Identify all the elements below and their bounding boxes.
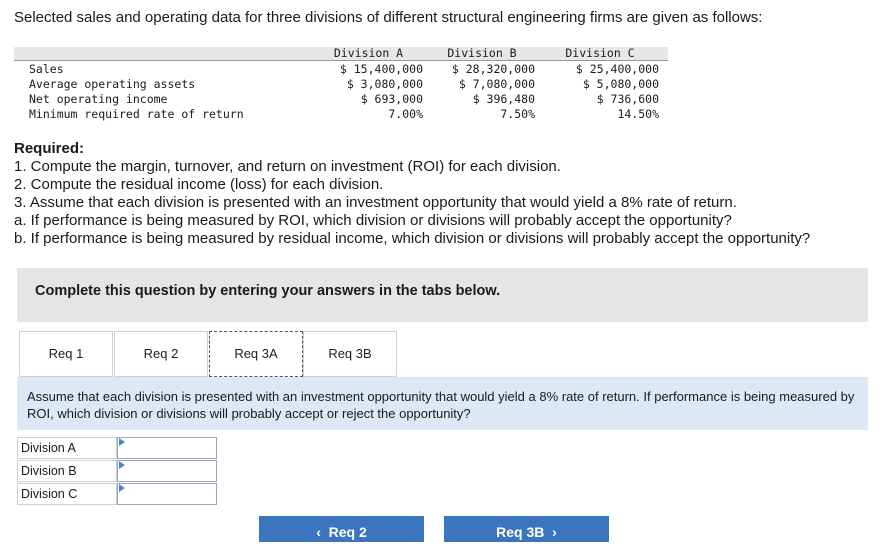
question-text: Assume that each division is presented with an investment opportunity that would yield a 8% rate of return. If performance is being measured by ROI, which division or divisions will probably accept or reject the opportunity? bbox=[27, 389, 855, 421]
required-line-2: 2. Compute the residual income (loss) for each division. bbox=[14, 176, 384, 193]
tab-req-1[interactable]: Req 1 bbox=[19, 331, 113, 377]
intro-text: Selected sales and operating data for three divisions of different structural engineering firms are given as follows: bbox=[14, 9, 763, 26]
required-heading: Required: bbox=[14, 140, 85, 157]
dropdown-marker-icon bbox=[119, 484, 125, 492]
table-cell: $ 693,000 bbox=[360, 92, 423, 106]
prev-req-2-button[interactable] bbox=[259, 516, 424, 542]
answer-row-division-a bbox=[17, 437, 217, 459]
table-cell: 7.50% bbox=[500, 107, 535, 121]
next-button-label: Req 3B bbox=[496, 524, 545, 540]
table-cell: 14.50% bbox=[617, 107, 659, 121]
answer-row-division-c bbox=[17, 483, 217, 505]
row-label-average-operating-assets: Average operating assets bbox=[29, 77, 196, 91]
column-header-division-b: Division B bbox=[447, 46, 517, 60]
answer-select-division-b[interactable] bbox=[117, 460, 217, 482]
table-cell: $ 15,400,000 bbox=[339, 62, 423, 76]
data-table bbox=[14, 47, 668, 123]
tab-req-3b[interactable]: Req 3B bbox=[303, 331, 397, 377]
prev-button-label: Req 2 bbox=[328, 524, 367, 540]
row-label-sales: Sales bbox=[29, 62, 64, 76]
required-line-3b: b. If performance is being measured by residual income, which division or divisions will probably accept the opportunity? bbox=[14, 230, 811, 247]
table-cell: $ 5,080,000 bbox=[582, 77, 659, 91]
chevron-left-icon: ‹ bbox=[316, 524, 321, 540]
required-line-3: 3. Assume that each division is presented with an investment opportunity that would yield a 8% rate of return. bbox=[14, 194, 737, 211]
instructions-banner bbox=[17, 268, 868, 322]
tab-req-2[interactable]: Req 2 bbox=[114, 331, 208, 377]
table-cell: $ 396,480 bbox=[472, 92, 535, 106]
column-header-division-c: Division C bbox=[565, 46, 635, 60]
answer-select-division-a[interactable] bbox=[117, 437, 217, 459]
table-cell: $ 736,600 bbox=[596, 92, 659, 106]
table-cell: $ 7,080,000 bbox=[458, 77, 535, 91]
answer-select-division-c[interactable] bbox=[117, 483, 217, 505]
required-line-1: 1. Compute the margin, turnover, and return on investment (ROI) for each division. bbox=[14, 158, 561, 175]
answer-label-division-c: Division C bbox=[17, 483, 117, 505]
next-req-3b-button[interactable] bbox=[444, 516, 609, 542]
table-header-divider bbox=[14, 60, 668, 61]
row-label-minimum-required-rate: Minimum required rate of return bbox=[29, 107, 244, 121]
required-line-3a: a. If performance is being measured by ROI, which division or divisions will probably accept the opportunity? bbox=[14, 212, 732, 229]
question-panel bbox=[17, 377, 868, 430]
instructions-text: Complete this question by entering your answers in the tabs below. bbox=[35, 283, 501, 299]
answer-label-division-b: Division B bbox=[17, 460, 117, 482]
tab-req-3a[interactable]: Req 3A bbox=[209, 331, 303, 377]
table-cell: $ 25,400,000 bbox=[575, 62, 659, 76]
answer-row-division-b bbox=[17, 460, 217, 482]
chevron-right-icon: › bbox=[552, 524, 557, 540]
table-cell: $ 28,320,000 bbox=[451, 62, 535, 76]
dropdown-marker-icon bbox=[119, 461, 125, 469]
row-label-net-operating-income: Net operating income bbox=[29, 92, 168, 106]
dropdown-marker-icon bbox=[119, 438, 125, 446]
answer-label-division-a: Division A bbox=[17, 437, 117, 459]
table-cell: $ 3,080,000 bbox=[346, 77, 423, 91]
column-header-division-a: Division A bbox=[333, 46, 404, 60]
table-cell: 7.00% bbox=[388, 107, 423, 121]
